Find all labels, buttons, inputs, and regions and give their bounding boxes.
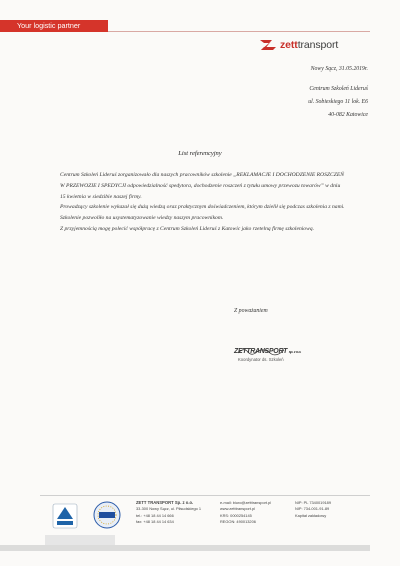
stamp-company-name: ZETTRANSPORT — [234, 348, 288, 355]
footer-regon: REGON: 490013206 — [220, 519, 256, 525]
company-logo — [258, 38, 338, 52]
letter-body — [60, 170, 345, 235]
stamp-company-suffix: sp. z o.o. — [288, 350, 302, 354]
header-tagline: Your logistic partner — [17, 21, 81, 30]
header-rule — [108, 31, 370, 32]
footer-phone: tel.: +48 18 44 14 666 — [136, 512, 174, 518]
footer-ids-block — [295, 500, 331, 519]
paragraph: Z przyjemnością mogę polecić współpracę z Centrum Szkoleń Lideruś z Katowic jako rzetelną firmę szkoleniową. — [60, 225, 315, 232]
footer-fax: fax: +48 18 44 14 634 — [136, 519, 174, 525]
signature-scribble — [236, 346, 296, 356]
tuv-certificate-badge-icon — [52, 503, 78, 529]
header-tagline-bar — [0, 20, 108, 32]
footer-rule — [40, 495, 370, 496]
footer-address: 33-300 Nowy Sącz, ul. Piłsudskiego 1 — [136, 506, 202, 512]
logo-text-bold: zett — [280, 39, 298, 51]
footer-company-block — [136, 500, 201, 526]
footer-company: ZETT TRANSPORT Sp. z o.o. — [136, 500, 194, 505]
aeo-certificate-badge-icon — [92, 500, 122, 530]
paragraph: Prowadzący szkolenie wykazał się dużą wiedzą oraz praktycznym doświadczeniem, którym dzielił się podczas szkolenia z nami. — [60, 204, 345, 211]
closing-phrase: Z poważaniem — [234, 308, 268, 314]
stamp-role: Koordynator ds. Szkoleń — [238, 357, 284, 362]
footer-bottom-strip — [0, 545, 370, 551]
paragraph: Centrum Szkoleń Lideruś zorganizowało dla naszych pracowników szkolenie „REKLAMACJE I DOCHODZENIE ROSZCZEŃ W PRZEWOZIE I SPEDYCJI odpowiedzialność spedytora, dochodzenie roszczeń z tytułu umowy przewozu towarów” w dniu 15 kwietnia w siedzibie naszej firmy. — [60, 172, 344, 200]
paragraph: Szkolenie pozwoliło na usystematyzowanie wiedzy naszym pracownikom. — [60, 215, 224, 222]
letter-date: Nowy Sącz, 31.05.2019r. — [310, 66, 368, 72]
footer-email: e-mail: biuro@zetttransport.pl — [220, 500, 272, 505]
footer-left-strip — [45, 535, 115, 545]
footer-nip-eu: NIP: PL 7340019189 — [295, 500, 331, 505]
footer-nip: NIP: 734-001-91-89 — [295, 506, 330, 512]
logo-text-rest: transport — [297, 39, 339, 51]
letter-title: List referencyjny — [178, 150, 222, 157]
footer-website: www.zetttransport.pl — [220, 506, 256, 512]
footer-capital: Kapitał zakładowy — [295, 512, 327, 518]
recipient-city: 40-082 Katowice — [328, 112, 368, 118]
zett-logo-icon — [258, 38, 278, 52]
footer-contact-block — [220, 500, 271, 526]
recipient-name: Centrum Szkoleń Lideruś — [309, 86, 368, 92]
logo-text — [280, 39, 338, 51]
recipient-street: ul. Sobieskiego 11 lok. E6 — [308, 99, 368, 105]
footer-krs: KRS: 0000254145 — [220, 512, 252, 518]
